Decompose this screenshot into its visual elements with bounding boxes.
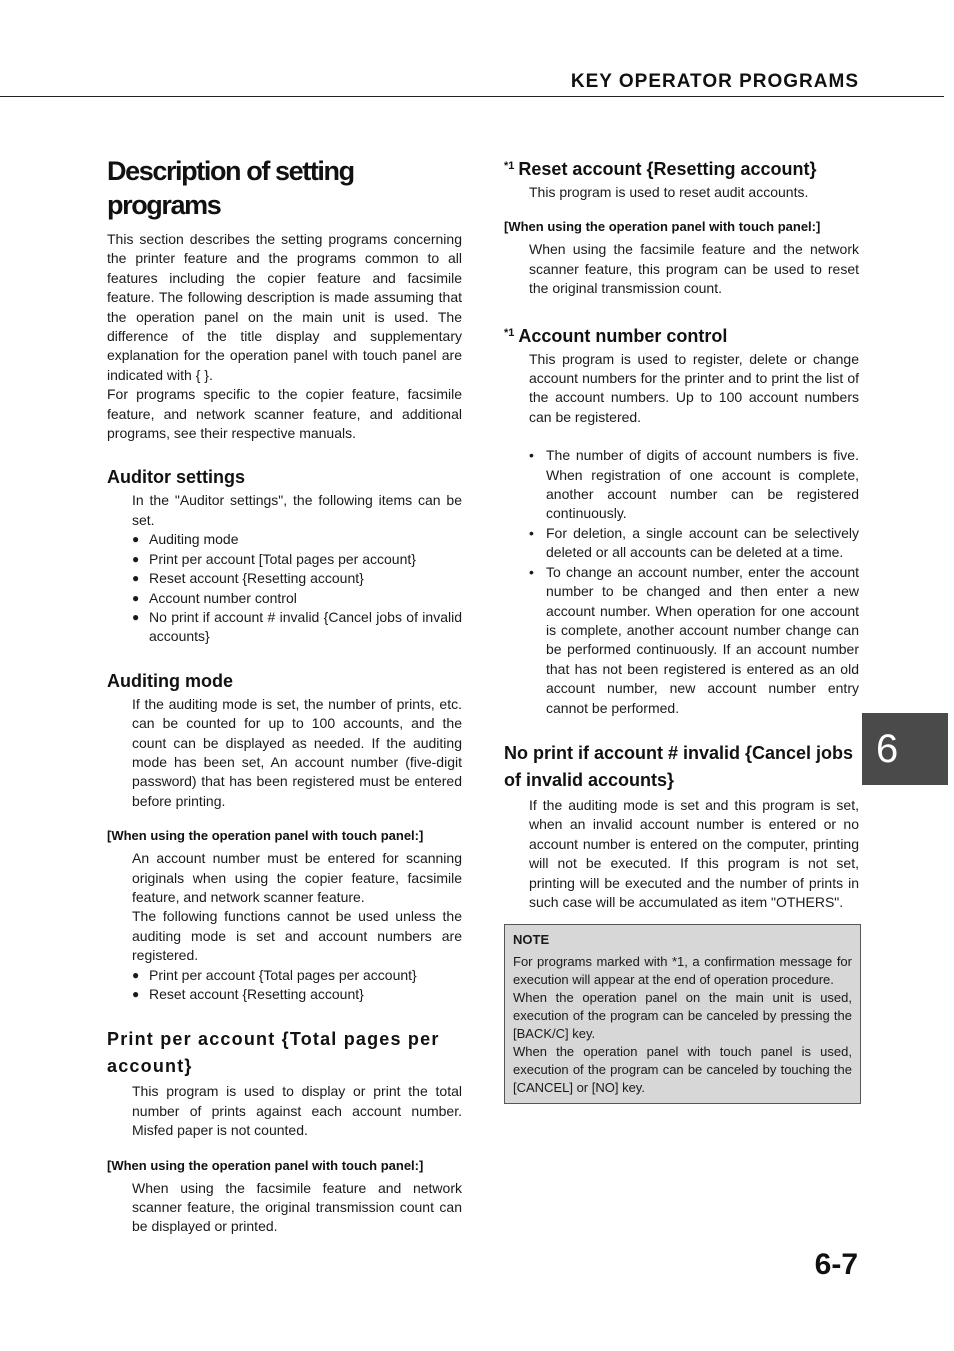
auditing-touch-text: An account number must be entered for scanning originals when using the copier feature, facsimile feature, and network scanner feature. <box>132 850 462 905</box>
list-item: ● Print per account [Total pages per account} <box>132 550 462 569</box>
auditor-settings-text: In the "Auditor settings", the following items can be set. <box>132 492 462 528</box>
list-item: ● Print per account {Total pages per account} <box>132 966 462 985</box>
note-line: For programs marked with *1, a confirmation message for execution will appear at the end of operation procedure. <box>513 954 852 988</box>
chapter-tab: 6 <box>862 713 948 785</box>
header-rule <box>0 96 944 97</box>
auditing-mode-text: If the auditing mode is set, the number of prints, etc. can be counted for up to 100 accounts, and the count can be displayed as needed. If the auditing mode has been set, An account number (five-digit password) that has been registered must be entered before printing. <box>132 695 462 809</box>
list-item: ● Account number control <box>132 589 462 608</box>
auditing-mode-heading: Auditing mode <box>107 670 233 691</box>
auditor-settings-list <box>107 530 462 646</box>
list-item: ● Reset account {Resetting account} <box>132 985 462 1004</box>
page-title: Description of setting programs <box>107 156 354 220</box>
intro-paragraph: This section describes the setting programs concerning the printer feature and the programs common to all features including the copier feature and facsimile feature. The following description is made assuming that the operation panel on the main unit is used. The difference of the title display and supplementary explanation for the operation panel with touch panel are indicated with { }. <box>107 231 462 383</box>
bullet-icon: • <box>529 563 534 580</box>
bullet-icon: ● <box>132 987 140 1001</box>
note-title: NOTE <box>513 932 550 948</box>
bullet-icon: ● <box>132 609 140 624</box>
list-item: • The number of digits of account numbers is five. When registration of one account is complete, another account number can be registered continuously. <box>529 447 859 522</box>
left-column <box>107 150 462 1237</box>
bullet-icon: ● <box>132 571 140 586</box>
right-column <box>504 152 859 1104</box>
bullet-icon: • <box>529 524 534 541</box>
list-item: ● Auditing mode <box>132 530 462 549</box>
page-number: 6-7 <box>814 1248 858 1281</box>
reset-account-heading: $^{*1}$ Reset account {Resetting account} <box>504 159 817 179</box>
list-item: • For deletion, a single account can be selectively deleted or all accounts can be deleted at a time. <box>529 524 859 561</box>
bullet-icon: ● <box>132 590 140 605</box>
bullet-icon: ● <box>132 967 140 982</box>
reset-touch-text: When using the facsimile feature and the network scanner feature, this program can be used to reset the original transmission count. <box>529 241 859 297</box>
no-print-invalid-heading: No print if account # invalid {Cancel jobs of invalid accounts} <box>504 742 854 790</box>
account-number-control-heading: $^{*1}$ Account number control <box>504 325 728 346</box>
touch-panel-label: [When using the operation panel with touch panel:] <box>504 219 821 235</box>
auditor-settings-heading: Auditor settings <box>107 467 245 488</box>
no-print-invalid-text: If the auditing mode is set and this program is set, when an invalid account number is entered or no account number is entered on the computer, printing will not be executed. If this program is not set, printing will be executed and the number of prints in such case will be accumulated as item "OTHERS". <box>529 796 859 910</box>
running-header: KEY OPERATOR PROGRAMS <box>570 71 859 92</box>
list-item: • To change an account number, enter the account number to be changed and then enter a new account number. When operation for one account is complete, another account number change can be performed continuously. If an account number that has not been registered is entered as an old account number, new account number entry cannot be performed. <box>529 563 859 716</box>
auditing-list <box>107 966 462 1005</box>
footnote-mark: *1 <box>504 160 515 172</box>
footnote-mark: *1 <box>504 326 515 339</box>
note-line: When the operation panel with touch panel is used, execution of the program can be canceled by touching the [CANCEL] or [NO] key. <box>513 1044 852 1096</box>
note-line: When the operation panel on the main unit is used, execution of the program can be canceled by pressing the [BACK/C] key. <box>513 990 852 1042</box>
list-item: ● No print if account # invalid {Cancel jobs of invalid accounts} <box>132 608 462 645</box>
touch-panel-label: [When using the operation panel with touch panel:] <box>107 828 424 844</box>
print-per-account-heading: Print per account {Total pages per account} <box>107 1029 440 1077</box>
intro-paragraph-2: For programs specific to the copier feature, facsimile feature, and network scanner feature, and additional programs, see their respective manuals. <box>107 386 462 442</box>
touch-panel-label: [When using the operation panel with touch panel:] <box>107 1157 424 1173</box>
bullet-icon: • <box>529 447 534 464</box>
bullet-icon: ● <box>132 551 140 566</box>
account-control-text: This program is used to register, delete or change account numbers for the printer and to print the list of the account numbers. Up to 100 account numbers can be registered. <box>529 350 859 425</box>
account-control-list <box>504 446 859 718</box>
auditing-touch-text-2: The following functions cannot be used unless the auditing mode is set and account numbers are registered. <box>132 908 462 964</box>
print-per-account-text: This program is used to display or print the total number of prints against each account number. Misfed paper is not counted. <box>132 1083 462 1139</box>
bullet-icon: ● <box>132 532 140 547</box>
note-box <box>504 924 861 1104</box>
list-item: ● Reset account {Resetting account} <box>132 569 462 588</box>
reset-account-text: This program is used to reset audit accounts. <box>529 184 809 200</box>
print-per-touch-text: When using the facsimile feature and network scanner feature, the original transmission count can be displayed or printed. <box>132 1179 462 1235</box>
